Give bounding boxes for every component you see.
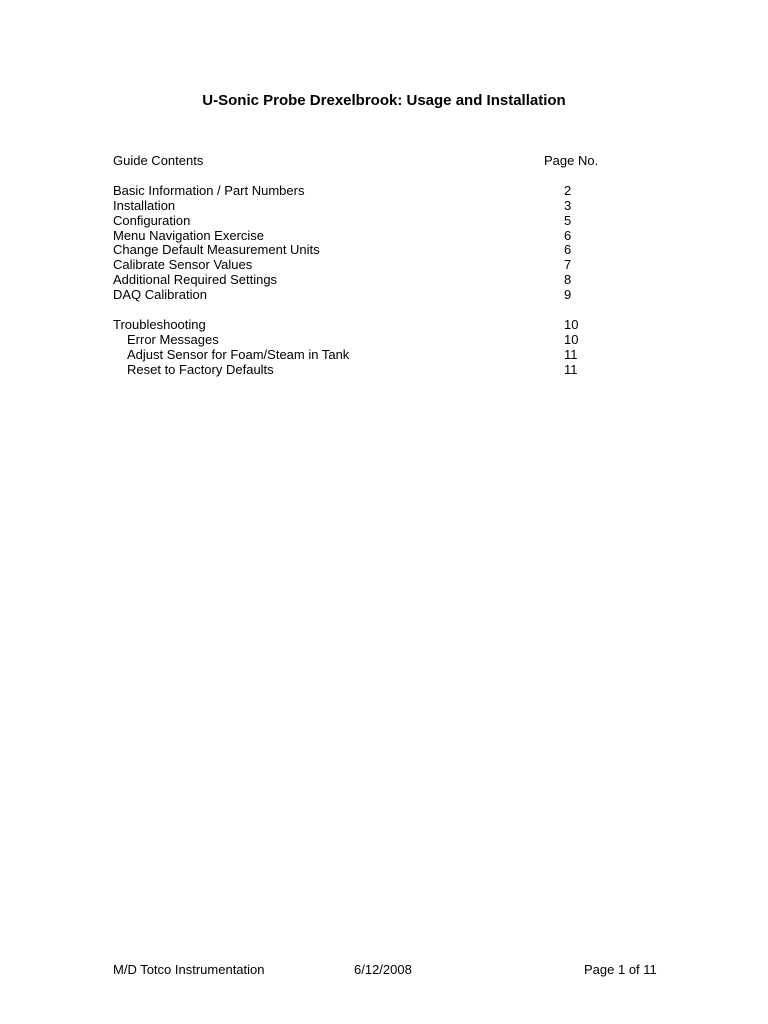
toc-entry	[113, 288, 603, 303]
toc-entry-page: 9	[564, 287, 572, 303]
footer-date: 6/12/2008	[354, 962, 412, 977]
document-title: U-Sonic Probe Drexelbrook: Usage and Installation	[202, 92, 566, 109]
page-footer	[0, 962, 768, 978]
toc-subentry	[113, 333, 603, 348]
toc-entry	[113, 258, 603, 273]
toc-entry-label: Basic Information / Part Numbers	[113, 182, 305, 198]
toc-entry-page: 3	[564, 197, 572, 213]
toc-entry-label: Menu Navigation Exercise	[113, 227, 265, 243]
toc-subentry-label: Reset to Factory Defaults	[127, 361, 274, 377]
toc-entry-page: 6	[564, 227, 572, 243]
toc-entry-page: 2	[564, 182, 572, 198]
toc-entry-label: Change Default Measurement Units	[113, 242, 320, 258]
toc-entry	[113, 229, 603, 244]
footer-page-number: Page 1 of 11	[584, 962, 657, 977]
toc-subentry	[113, 348, 603, 363]
toc-subentry-label: Error Messages	[127, 331, 219, 347]
toc-spacer	[113, 169, 603, 184]
toc-entry	[113, 184, 603, 199]
toc-subentry-page: 10	[564, 331, 579, 347]
toc-subentry-page: 11	[564, 346, 578, 362]
toc-entry	[113, 318, 603, 333]
toc-entry	[113, 243, 603, 258]
toc-entry-label: Configuration	[113, 212, 191, 228]
toc-entry	[113, 199, 603, 214]
toc-subentry-page: 11	[564, 361, 578, 377]
toc-entry-page: 6	[564, 242, 572, 258]
table-of-contents	[113, 154, 603, 378]
footer-organization: M/D Totco Instrumentation	[113, 962, 265, 977]
toc-subentry-label: Adjust Sensor for Foam/Steam in Tank	[127, 346, 350, 362]
toc-header-row	[113, 154, 603, 169]
toc-entry-page: 10	[564, 317, 579, 333]
toc-entry	[113, 214, 603, 229]
toc-heading: Guide Contents	[113, 153, 204, 168]
toc-page-heading: Page No.	[544, 153, 599, 168]
toc-spacer	[113, 303, 603, 318]
toc-entry-label: Troubleshooting	[113, 317, 206, 333]
toc-entry-page: 8	[564, 272, 572, 288]
toc-entry-page: 5	[564, 212, 572, 228]
toc-entry-label: Calibrate Sensor Values	[113, 257, 253, 273]
toc-entry-page: 7	[564, 257, 572, 273]
toc-entry	[113, 273, 603, 288]
toc-entry-label: Additional Required Settings	[113, 272, 278, 288]
toc-entry-label: DAQ Calibration	[113, 287, 207, 303]
toc-entry-label: Installation	[113, 197, 176, 213]
toc-subentry	[113, 363, 603, 378]
